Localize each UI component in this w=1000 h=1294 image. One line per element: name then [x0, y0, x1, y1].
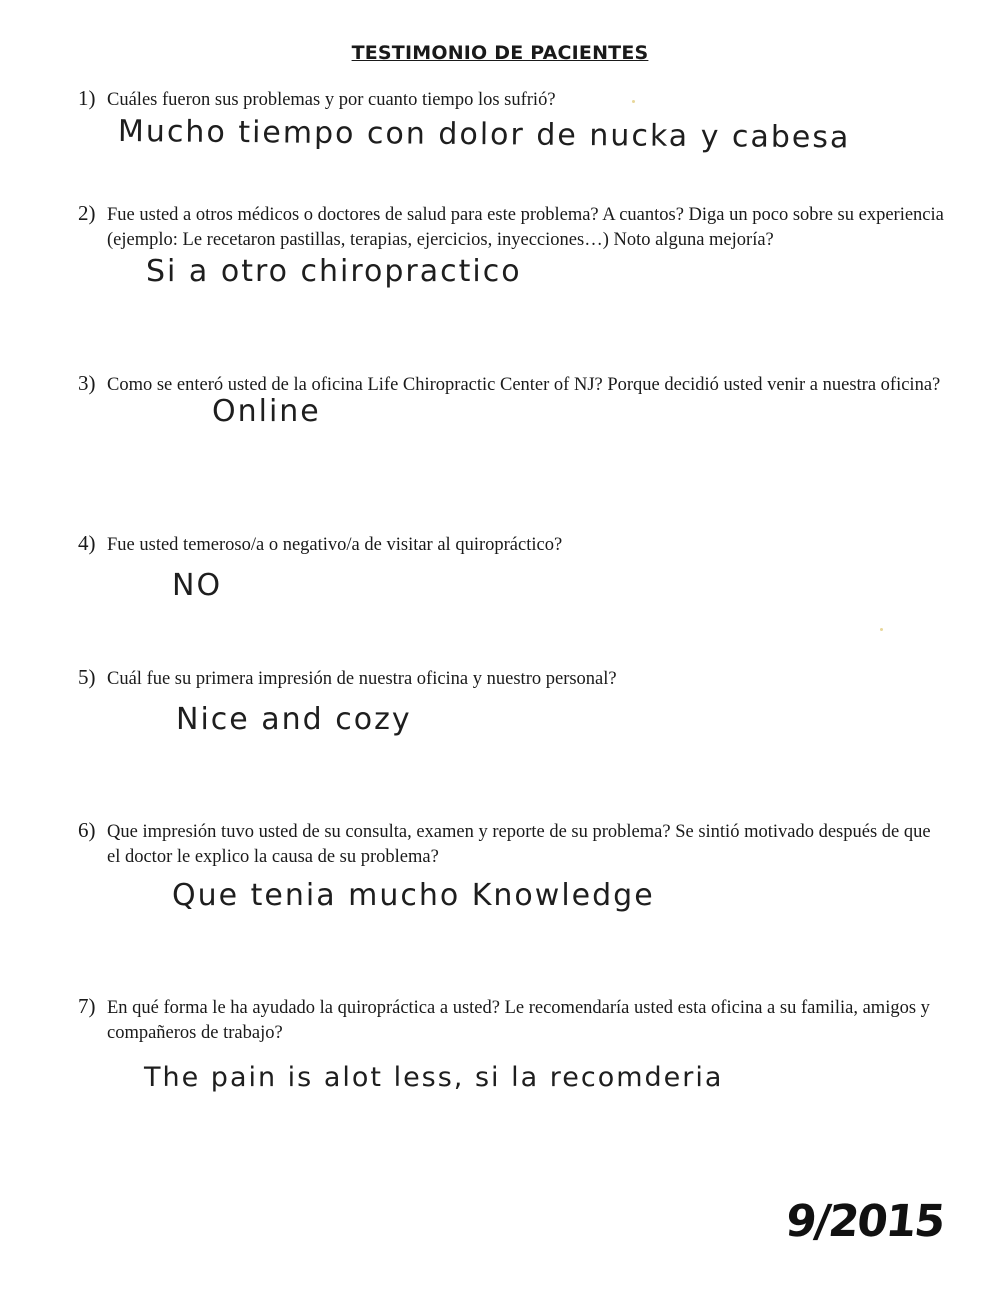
question-text: Cuáles fueron sus problemas y por cuanto tiempo los sufrió? — [107, 90, 556, 110]
question-text: Como se enteró usted de la oficina Life Chiropractic Center of NJ? Porque decidió usted venir a nuestra oficina? — [107, 375, 941, 395]
question-text: Fue usted temeroso/a o negativo/a de visitar al quiropráctico? — [107, 535, 563, 555]
question-text: Cuál fue su primera impresión de nuestra oficina y nuestro personal? — [107, 669, 617, 689]
question-number: 2) — [78, 201, 96, 225]
scan-speck — [632, 100, 635, 103]
question-text: Que impresión tuvo usted de su consulta, examen y reporte de su problema? Se sintió motivado después de que el doctor le explico la causa de su problema? — [107, 822, 931, 867]
handwritten-answer-6: Que tenia mucho Knowledge — [172, 878, 655, 913]
handwritten-answer-7: The pain is alot less, si la recomderia — [144, 1062, 724, 1093]
question-number: 5) — [78, 665, 96, 689]
question-number: 7) — [78, 994, 96, 1018]
question-text: En qué forma le ha ayudado la quiropráctica a usted? Le recomendaría usted esta oficina a su familia, amigos y compañeros de trabajo? — [107, 998, 930, 1043]
handwritten-date: 9/2015 — [783, 1196, 946, 1247]
question-text: Fue usted a otros médicos o doctores de salud para este problema? A cuantos? Diga un poco sobre su experiencia (ejemplo: Le recetaron pastillas, terapias, ejercicios, inyecciones…) Noto alguna mejoría? — [107, 205, 944, 250]
handwritten-answer-5: Nice and cozy — [176, 702, 412, 737]
question-7 — [78, 996, 948, 1046]
scan-speck — [880, 628, 883, 631]
question-5 — [78, 667, 948, 692]
handwritten-answer-4: NO — [172, 568, 223, 603]
handwritten-answer-1: Mucho tiempo con dolor de nucka y cabesa — [117, 114, 851, 156]
handwritten-answer-3: Online — [212, 394, 321, 429]
question-3 — [78, 373, 948, 398]
question-number: 4) — [78, 531, 96, 555]
question-number: 1) — [78, 86, 96, 110]
question-1 — [78, 88, 948, 113]
question-6 — [78, 820, 948, 870]
form-title: TESTIMONIO DE PACIENTES — [351, 42, 649, 64]
question-number: 6) — [78, 818, 96, 842]
question-4 — [78, 533, 948, 558]
question-2 — [78, 203, 948, 253]
handwritten-answer-2: Si a otro chiropractico — [146, 254, 522, 289]
question-number: 3) — [78, 371, 96, 395]
